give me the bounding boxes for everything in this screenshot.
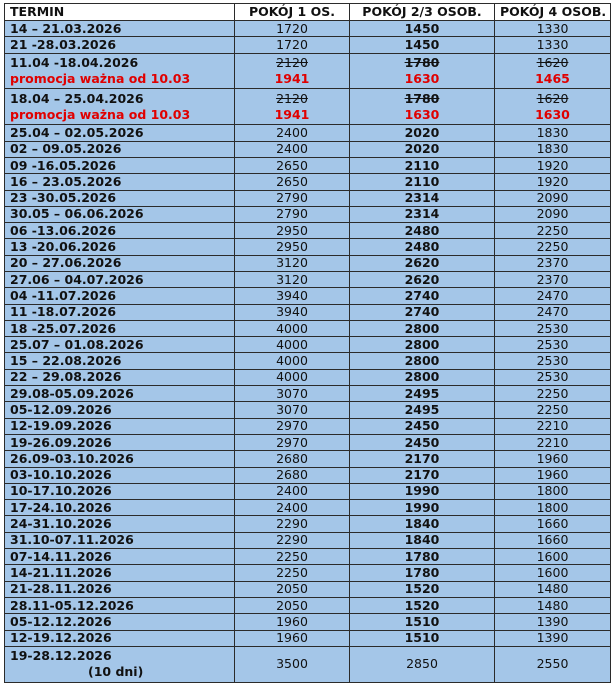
- price-cell-1: 2050: [235, 581, 350, 597]
- old-price: 2120: [276, 90, 308, 106]
- price-cell-3: 2250: [495, 402, 611, 418]
- table-row: [5, 320, 611, 336]
- table-row: [5, 434, 611, 450]
- price-cell-2: 2620: [350, 271, 495, 287]
- table-row: [5, 141, 611, 157]
- promo-price: 1630: [535, 106, 570, 122]
- table-row: [5, 239, 611, 255]
- term-cell: 18 -25.07.2026: [5, 320, 235, 336]
- term-cell: 15 – 22.08.2026: [5, 353, 235, 369]
- old-price: 1780: [404, 90, 440, 106]
- term-cell: 27.06 – 04.07.2026: [5, 271, 235, 287]
- price-cell-3: 2250: [495, 223, 611, 239]
- table-row: [5, 37, 611, 53]
- price-cell-1: 3940: [235, 288, 350, 304]
- price-cell-3: 1390: [495, 630, 611, 646]
- price-cell-3: 1390: [495, 614, 611, 630]
- table-row: [5, 532, 611, 548]
- price-cell-1: 3120: [235, 255, 350, 271]
- price-cell-2: 2450: [350, 418, 495, 434]
- price-cell-1: 3500: [235, 646, 350, 682]
- price-cell-3: 2530: [495, 337, 611, 353]
- old-price: 2120: [276, 55, 308, 71]
- term-cell: 29.08-05.09.2026: [5, 386, 235, 402]
- price-cell-2: 2314: [350, 190, 495, 206]
- price-cell-2: 1520: [350, 581, 495, 597]
- term-cell: 07-14.11.2026: [5, 549, 235, 565]
- promo-price: 1941: [274, 106, 310, 122]
- price-cell-2: 1990: [350, 500, 495, 516]
- price-cell-1: 3120: [235, 271, 350, 287]
- price-cell-3: 2370: [495, 255, 611, 271]
- price-cell-2: 2110: [350, 174, 495, 190]
- price-cell-1: 4000: [235, 353, 350, 369]
- price-cell-2: 2170: [350, 451, 495, 467]
- price-cell-1: 4000: [235, 369, 350, 385]
- price-cell-3: 1830: [495, 125, 611, 141]
- price-cell-2: 1840: [350, 532, 495, 548]
- term-cell: 05-12.09.2026: [5, 402, 235, 418]
- price-cell-2: 2800: [350, 369, 495, 385]
- promo-price: 1941: [274, 71, 310, 87]
- promo-label: promocja ważna od 10.03: [10, 106, 191, 122]
- price-cell-1: 2950: [235, 239, 350, 255]
- price-cell-1: 2680: [235, 467, 350, 483]
- header-room-1: POKÓJ 1 OS.: [235, 4, 350, 21]
- price-cell-2: 2480: [350, 223, 495, 239]
- term-cell: [5, 89, 235, 125]
- price-cell-1: 1720: [235, 37, 350, 53]
- table-row: [5, 125, 611, 141]
- term-cell: 06 -13.06.2026: [5, 223, 235, 239]
- term-cell: 26.09-03.10.2026: [5, 451, 235, 467]
- price-cell-2: 2480: [350, 239, 495, 255]
- price-cell-3: 1330: [495, 37, 611, 53]
- price-cell-1: 2250: [235, 565, 350, 581]
- price-cell-1: 3070: [235, 386, 350, 402]
- term-cell: 05-12.12.2026: [5, 614, 235, 630]
- term-note: (10 dni): [88, 664, 144, 680]
- table-row: [5, 565, 611, 581]
- price-cell-3: 1800: [495, 500, 611, 516]
- term-cell: 22 – 29.08.2026: [5, 369, 235, 385]
- price-cell-2: 1840: [350, 516, 495, 532]
- header-room-4: POKÓJ 4 OSOB.: [495, 4, 611, 21]
- price-cell-2: [350, 53, 495, 89]
- price-cell-3: 2210: [495, 418, 611, 434]
- price-cell-3: 2090: [495, 190, 611, 206]
- term-cell: 12-19.09.2026: [5, 418, 235, 434]
- table-row: [5, 255, 611, 271]
- term-cell: 30.05 – 06.06.2026: [5, 206, 235, 222]
- price-cell-1: 2970: [235, 434, 350, 450]
- price-cell-1: [235, 89, 350, 125]
- price-cell-1: 2650: [235, 174, 350, 190]
- price-cell-3: 1920: [495, 174, 611, 190]
- header-termin: TERMIN: [5, 4, 235, 21]
- price-cell-3: 1830: [495, 141, 611, 157]
- price-table-body: [5, 21, 611, 683]
- price-cell-3: 2530: [495, 320, 611, 336]
- promo-price: 1630: [404, 71, 440, 87]
- price-cell-3: 2250: [495, 239, 611, 255]
- price-cell-2: 2495: [350, 402, 495, 418]
- header-row: [5, 4, 611, 21]
- price-cell-1: 2400: [235, 483, 350, 499]
- term-cell: 21 -28.03.2026: [5, 37, 235, 53]
- table-row: [5, 21, 611, 37]
- price-cell-2: 2800: [350, 353, 495, 369]
- old-price: 1620: [536, 55, 569, 71]
- price-cell-3: 2250: [495, 386, 611, 402]
- table-row: [5, 597, 611, 613]
- old-price: 1620: [536, 90, 569, 106]
- term-cell: 14 – 21.03.2026: [5, 21, 235, 37]
- price-cell-3: 1920: [495, 157, 611, 173]
- table-row: [5, 630, 611, 646]
- term-cell: 02 – 09.05.2026: [5, 141, 235, 157]
- price-cell-1: 2790: [235, 190, 350, 206]
- price-cell-2: 2495: [350, 386, 495, 402]
- term-cell: 13 -20.06.2026: [5, 239, 235, 255]
- price-cell-2: 1780: [350, 549, 495, 565]
- price-cell-3: 2210: [495, 434, 611, 450]
- term-cell: 10-17.10.2026: [5, 483, 235, 499]
- price-cell-2: 1510: [350, 630, 495, 646]
- price-cell-2: 2110: [350, 157, 495, 173]
- term-cell: 03-10.10.2026: [5, 467, 235, 483]
- price-cell-2: [350, 89, 495, 125]
- price-cell-2: 2740: [350, 288, 495, 304]
- table-row: [5, 516, 611, 532]
- table-row: [5, 206, 611, 222]
- price-cell-1: 2650: [235, 157, 350, 173]
- price-cell-2: 2850: [350, 646, 495, 682]
- term-cell: 25.04 – 02.05.2026: [5, 125, 235, 141]
- price-table: [4, 3, 611, 683]
- table-row: [5, 402, 611, 418]
- term-cell: 14-21.11.2026: [5, 565, 235, 581]
- price-cell-3: 1660: [495, 532, 611, 548]
- table-row: [5, 304, 611, 320]
- price-cell-1: 4000: [235, 320, 350, 336]
- price-cell-3: 1960: [495, 467, 611, 483]
- table-row: [5, 614, 611, 630]
- price-cell-2: 1780: [350, 565, 495, 581]
- price-cell-1: [235, 53, 350, 89]
- header-room-2-3: POKÓJ 2/3 OSOB.: [350, 4, 495, 21]
- table-row: [5, 337, 611, 353]
- price-cell-3: 1600: [495, 565, 611, 581]
- term-cell: 16 – 23.05.2026: [5, 174, 235, 190]
- price-cell-2: 1450: [350, 21, 495, 37]
- price-cell-1: 2970: [235, 418, 350, 434]
- price-cell-3: 1960: [495, 451, 611, 467]
- promo-label: promocja ważna od 10.03: [10, 71, 191, 87]
- price-cell-1: 2400: [235, 141, 350, 157]
- term-cell: 12-19.12.2026: [5, 630, 235, 646]
- table-row: [5, 500, 611, 516]
- price-cell-2: 1510: [350, 614, 495, 630]
- table-row: [5, 53, 611, 89]
- price-cell-1: 2250: [235, 549, 350, 565]
- promo-price: 1465: [535, 71, 570, 87]
- old-price: 1780: [404, 55, 440, 71]
- price-cell-2: 2170: [350, 467, 495, 483]
- price-cell-3: 1600: [495, 549, 611, 565]
- price-cell-3: 1480: [495, 581, 611, 597]
- term-cell: 19-26.09.2026: [5, 434, 235, 450]
- price-cell-2: 2740: [350, 304, 495, 320]
- term-text: 11.04 -18.04.2026: [10, 55, 139, 71]
- table-row: [5, 581, 611, 597]
- price-cell-2: 2020: [350, 141, 495, 157]
- term-cell: [5, 646, 235, 682]
- price-cell-1: 2400: [235, 500, 350, 516]
- term-text: 18.04 – 25.04.2026: [10, 90, 144, 106]
- price-cell-1: 1720: [235, 21, 350, 37]
- price-cell-1: 2290: [235, 516, 350, 532]
- table-row: [5, 467, 611, 483]
- price-cell-2: 1520: [350, 597, 495, 613]
- table-row: [5, 174, 611, 190]
- term-cell: 20 – 27.06.2026: [5, 255, 235, 271]
- price-cell-1: 3940: [235, 304, 350, 320]
- table-row: [5, 271, 611, 287]
- price-cell-3: [495, 89, 611, 125]
- term-cell: 23 -30.05.2026: [5, 190, 235, 206]
- promo-price: 1630: [404, 106, 440, 122]
- table-row: [5, 288, 611, 304]
- term-cell: 09 -16.05.2026: [5, 157, 235, 173]
- price-cell-1: 1960: [235, 630, 350, 646]
- table-row: [5, 369, 611, 385]
- price-cell-2: 2620: [350, 255, 495, 271]
- price-cell-2: 2020: [350, 125, 495, 141]
- price-cell-2: 1450: [350, 37, 495, 53]
- price-cell-3: [495, 53, 611, 89]
- price-cell-2: 2800: [350, 320, 495, 336]
- table-row: [5, 451, 611, 467]
- table-row: [5, 89, 611, 125]
- table-row: [5, 646, 611, 682]
- price-cell-3: 1330: [495, 21, 611, 37]
- price-cell-1: 2790: [235, 206, 350, 222]
- term-cell: 28.11-05.12.2026: [5, 597, 235, 613]
- term-cell: 11 -18.07.2026: [5, 304, 235, 320]
- table-row: [5, 157, 611, 173]
- term-text: 19-28.12.2026: [10, 648, 112, 664]
- term-cell: 25.07 – 01.08.2026: [5, 337, 235, 353]
- term-cell: 24-31.10.2026: [5, 516, 235, 532]
- price-cell-1: 2950: [235, 223, 350, 239]
- price-cell-2: 2450: [350, 434, 495, 450]
- price-cell-1: 2400: [235, 125, 350, 141]
- price-cell-2: 2314: [350, 206, 495, 222]
- price-cell-3: 2530: [495, 353, 611, 369]
- table-row: [5, 549, 611, 565]
- price-cell-3: 1660: [495, 516, 611, 532]
- term-cell: [5, 53, 235, 89]
- price-cell-3: 2090: [495, 206, 611, 222]
- price-cell-1: 3070: [235, 402, 350, 418]
- table-row: [5, 418, 611, 434]
- price-cell-3: 1480: [495, 597, 611, 613]
- price-cell-1: 2680: [235, 451, 350, 467]
- price-cell-3: 2370: [495, 271, 611, 287]
- table-row: [5, 190, 611, 206]
- price-cell-1: 4000: [235, 337, 350, 353]
- table-row: [5, 223, 611, 239]
- price-cell-3: 2470: [495, 288, 611, 304]
- term-cell: 21-28.11.2026: [5, 581, 235, 597]
- price-cell-1: 2290: [235, 532, 350, 548]
- price-cell-2: 2800: [350, 337, 495, 353]
- price-cell-3: 2470: [495, 304, 611, 320]
- term-cell: 04 -11.07.2026: [5, 288, 235, 304]
- price-cell-2: 1990: [350, 483, 495, 499]
- price-cell-1: 1960: [235, 614, 350, 630]
- price-cell-3: 1800: [495, 483, 611, 499]
- table-row: [5, 386, 611, 402]
- term-cell: 31.10-07.11.2026: [5, 532, 235, 548]
- price-cell-3: 2530: [495, 369, 611, 385]
- price-cell-3: 2550: [495, 646, 611, 682]
- table-row: [5, 483, 611, 499]
- price-cell-1: 2050: [235, 597, 350, 613]
- table-row: [5, 353, 611, 369]
- term-cell: 17-24.10.2026: [5, 500, 235, 516]
